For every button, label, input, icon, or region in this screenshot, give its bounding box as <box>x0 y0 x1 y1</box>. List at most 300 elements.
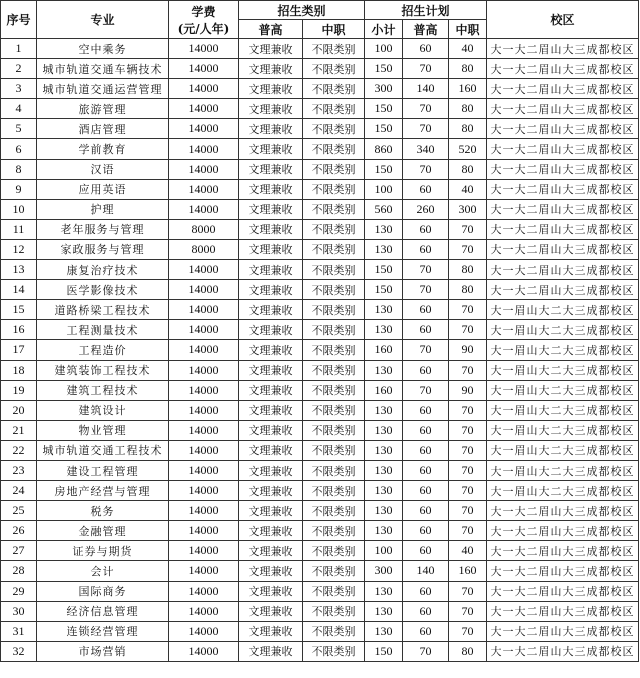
major-cell: 证券与期货 <box>37 541 169 561</box>
seq-cell: 8 <box>1 159 37 179</box>
campus-cell: 大一大二眉山大三成都校区 <box>487 179 639 199</box>
category-general-cell: 文理兼收 <box>239 400 303 420</box>
table-row <box>1 621 639 641</box>
plan-general-cell: 60 <box>403 541 449 561</box>
seq-cell: 28 <box>1 561 37 581</box>
campus-cell: 大一大二眉山大三成都校区 <box>487 99 639 119</box>
header-fee-line2: (元/人年) <box>177 21 230 36</box>
plan-subtotal-cell: 160 <box>365 340 403 360</box>
plan-general-cell: 60 <box>403 320 449 340</box>
table-row <box>1 199 639 219</box>
category-vocational-cell: 不限类别 <box>303 621 365 641</box>
seq-cell: 11 <box>1 219 37 239</box>
major-cell: 家政服务与管理 <box>37 239 169 259</box>
campus-cell: 大一大二眉山大三成都校区 <box>487 39 639 59</box>
category-general-cell: 文理兼收 <box>239 601 303 621</box>
campus-cell: 大一大二眉山大三成都校区 <box>487 601 639 621</box>
table-row <box>1 280 639 300</box>
major-cell: 工程测量技术 <box>37 320 169 340</box>
major-cell: 城市轨道交通运营管理 <box>37 79 169 99</box>
category-general-cell: 文理兼收 <box>239 360 303 380</box>
campus-cell: 大一大二眉山大三成都校区 <box>487 79 639 99</box>
header-cat-general: 普高 <box>239 20 303 39</box>
plan-general-cell: 70 <box>403 59 449 79</box>
table-row <box>1 541 639 561</box>
plan-subtotal-cell: 130 <box>365 601 403 621</box>
campus-cell: 大一大二眉山大三成都校区 <box>487 159 639 179</box>
campus-cell: 大一大二眉山大三成都校区 <box>487 581 639 601</box>
plan-general-cell: 260 <box>403 199 449 219</box>
header-plan-subtotal: 小计 <box>365 20 403 39</box>
major-cell: 房地产经营与管理 <box>37 481 169 501</box>
plan-vocational-cell: 70 <box>449 501 487 521</box>
major-cell: 老年服务与管理 <box>37 219 169 239</box>
plan-general-cell: 70 <box>403 280 449 300</box>
plan-subtotal-cell: 130 <box>365 621 403 641</box>
fee-cell: 14000 <box>169 39 239 59</box>
table-row <box>1 601 639 621</box>
category-vocational-cell: 不限类别 <box>303 260 365 280</box>
major-cell: 物业管理 <box>37 420 169 440</box>
fee-cell: 14000 <box>169 360 239 380</box>
campus-cell: 大一眉山大二大三成都校区 <box>487 400 639 420</box>
plan-vocational-cell: 70 <box>449 219 487 239</box>
major-cell: 建筑工程技术 <box>37 380 169 400</box>
plan-subtotal-cell: 130 <box>365 320 403 340</box>
fee-cell: 14000 <box>169 581 239 601</box>
plan-vocational-cell: 160 <box>449 79 487 99</box>
plan-vocational-cell: 70 <box>449 481 487 501</box>
category-general-cell: 文理兼收 <box>239 179 303 199</box>
campus-cell: 大一大二眉山大三成都校区 <box>487 501 639 521</box>
plan-subtotal-cell: 130 <box>365 581 403 601</box>
fee-cell: 14000 <box>169 159 239 179</box>
category-vocational-cell: 不限类别 <box>303 300 365 320</box>
plan-vocational-cell: 160 <box>449 561 487 581</box>
major-cell: 空中乘务 <box>37 39 169 59</box>
table-row <box>1 159 639 179</box>
header-seq: 序号 <box>1 1 37 39</box>
category-vocational-cell: 不限类别 <box>303 420 365 440</box>
category-vocational-cell: 不限类别 <box>303 199 365 219</box>
plan-subtotal-cell: 150 <box>365 119 403 139</box>
plan-general-cell: 60 <box>403 400 449 420</box>
plan-subtotal-cell: 150 <box>365 280 403 300</box>
seq-cell: 1 <box>1 39 37 59</box>
plan-subtotal-cell: 160 <box>365 380 403 400</box>
seq-cell: 29 <box>1 581 37 601</box>
fee-cell: 14000 <box>169 400 239 420</box>
plan-subtotal-cell: 130 <box>365 440 403 460</box>
category-vocational-cell: 不限类别 <box>303 280 365 300</box>
plan-vocational-cell: 80 <box>449 641 487 661</box>
fee-cell: 14000 <box>169 199 239 219</box>
fee-cell: 14000 <box>169 561 239 581</box>
category-general-cell: 文理兼收 <box>239 119 303 139</box>
plan-subtotal-cell: 560 <box>365 199 403 219</box>
category-general-cell: 文理兼收 <box>239 260 303 280</box>
plan-general-cell: 340 <box>403 139 449 159</box>
fee-cell: 14000 <box>169 481 239 501</box>
plan-vocational-cell: 80 <box>449 99 487 119</box>
category-general-cell: 文理兼收 <box>239 320 303 340</box>
seq-cell: 3 <box>1 79 37 99</box>
category-vocational-cell: 不限类别 <box>303 340 365 360</box>
plan-general-cell: 60 <box>403 179 449 199</box>
fee-cell: 14000 <box>169 79 239 99</box>
major-cell: 会计 <box>37 561 169 581</box>
major-cell: 护理 <box>37 199 169 219</box>
major-cell: 连锁经营管理 <box>37 621 169 641</box>
plan-subtotal-cell: 130 <box>365 300 403 320</box>
category-general-cell: 文理兼收 <box>239 159 303 179</box>
plan-subtotal-cell: 150 <box>365 99 403 119</box>
table-row <box>1 99 639 119</box>
major-cell: 学前教育 <box>37 139 169 159</box>
category-vocational-cell: 不限类别 <box>303 601 365 621</box>
fee-cell: 8000 <box>169 219 239 239</box>
fee-cell: 14000 <box>169 340 239 360</box>
major-cell: 工程造价 <box>37 340 169 360</box>
category-vocational-cell: 不限类别 <box>303 521 365 541</box>
category-vocational-cell: 不限类别 <box>303 481 365 501</box>
fee-cell: 14000 <box>169 119 239 139</box>
plan-vocational-cell: 40 <box>449 179 487 199</box>
category-vocational-cell: 不限类别 <box>303 139 365 159</box>
plan-subtotal-cell: 130 <box>365 360 403 380</box>
table-row <box>1 39 639 59</box>
plan-general-cell: 60 <box>403 420 449 440</box>
seq-cell: 17 <box>1 340 37 360</box>
category-general-cell: 文理兼收 <box>239 501 303 521</box>
category-vocational-cell: 不限类别 <box>303 460 365 480</box>
seq-cell: 14 <box>1 280 37 300</box>
header-campus: 校区 <box>487 1 639 39</box>
plan-subtotal-cell: 130 <box>365 481 403 501</box>
seq-cell: 6 <box>1 139 37 159</box>
table-row <box>1 380 639 400</box>
plan-subtotal-cell: 300 <box>365 79 403 99</box>
campus-cell: 大一眉山大二大三成都校区 <box>487 440 639 460</box>
plan-general-cell: 60 <box>403 621 449 641</box>
plan-vocational-cell: 80 <box>449 260 487 280</box>
category-general-cell: 文理兼收 <box>239 199 303 219</box>
major-cell: 城市轨道交通车辆技术 <box>37 59 169 79</box>
table-header <box>1 1 639 39</box>
fee-cell: 14000 <box>169 541 239 561</box>
category-vocational-cell: 不限类别 <box>303 380 365 400</box>
category-vocational-cell: 不限类别 <box>303 641 365 661</box>
header-category: 招生类别 <box>239 1 365 20</box>
category-general-cell: 文理兼收 <box>239 99 303 119</box>
seq-cell: 31 <box>1 621 37 641</box>
seq-cell: 9 <box>1 179 37 199</box>
fee-cell: 14000 <box>169 380 239 400</box>
fee-cell: 14000 <box>169 280 239 300</box>
category-vocational-cell: 不限类别 <box>303 59 365 79</box>
plan-general-cell: 140 <box>403 79 449 99</box>
plan-general-cell: 60 <box>403 219 449 239</box>
campus-cell: 大一大二眉山大三成都校区 <box>487 199 639 219</box>
plan-vocational-cell: 70 <box>449 601 487 621</box>
campus-cell: 大一大二眉山大三成都校区 <box>487 521 639 541</box>
plan-vocational-cell: 70 <box>449 521 487 541</box>
seq-cell: 13 <box>1 260 37 280</box>
table-row <box>1 340 639 360</box>
table-row <box>1 179 639 199</box>
fee-cell: 14000 <box>169 99 239 119</box>
plan-subtotal-cell: 150 <box>365 59 403 79</box>
plan-vocational-cell: 90 <box>449 380 487 400</box>
table-row <box>1 300 639 320</box>
fee-cell: 14000 <box>169 601 239 621</box>
category-vocational-cell: 不限类别 <box>303 501 365 521</box>
plan-vocational-cell: 70 <box>449 239 487 259</box>
seq-cell: 16 <box>1 320 37 340</box>
category-vocational-cell: 不限类别 <box>303 79 365 99</box>
campus-cell: 大一眉山大二大三成都校区 <box>487 340 639 360</box>
plan-subtotal-cell: 100 <box>365 39 403 59</box>
major-cell: 市场营销 <box>37 641 169 661</box>
table-row <box>1 420 639 440</box>
plan-general-cell: 70 <box>403 641 449 661</box>
plan-general-cell: 140 <box>403 561 449 581</box>
campus-cell: 大一大二眉山大三成都校区 <box>487 260 639 280</box>
plan-subtotal-cell: 860 <box>365 139 403 159</box>
plan-vocational-cell: 80 <box>449 59 487 79</box>
table-body <box>1 39 639 662</box>
plan-general-cell: 60 <box>403 440 449 460</box>
category-general-cell: 文理兼收 <box>239 581 303 601</box>
plan-vocational-cell: 70 <box>449 320 487 340</box>
plan-subtotal-cell: 130 <box>365 460 403 480</box>
fee-cell: 14000 <box>169 320 239 340</box>
plan-vocational-cell: 90 <box>449 340 487 360</box>
campus-cell: 大一大二眉山大三成都校区 <box>487 541 639 561</box>
table-row <box>1 219 639 239</box>
category-vocational-cell: 不限类别 <box>303 360 365 380</box>
seq-cell: 2 <box>1 59 37 79</box>
major-cell: 汉语 <box>37 159 169 179</box>
campus-cell: 大一大二眉山大三成都校区 <box>487 641 639 661</box>
category-general-cell: 文理兼收 <box>239 440 303 460</box>
seq-cell: 25 <box>1 501 37 521</box>
fee-cell: 14000 <box>169 460 239 480</box>
campus-cell: 大一大二眉山大三成都校区 <box>487 561 639 581</box>
major-cell: 建筑装饰工程技术 <box>37 360 169 380</box>
plan-general-cell: 60 <box>403 460 449 480</box>
plan-general-cell: 60 <box>403 501 449 521</box>
plan-vocational-cell: 70 <box>449 440 487 460</box>
plan-subtotal-cell: 130 <box>365 239 403 259</box>
plan-general-cell: 70 <box>403 99 449 119</box>
category-general-cell: 文理兼收 <box>239 481 303 501</box>
plan-subtotal-cell: 100 <box>365 179 403 199</box>
campus-cell: 大一大二眉山大三成都校区 <box>487 621 639 641</box>
category-vocational-cell: 不限类别 <box>303 159 365 179</box>
plan-subtotal-cell: 130 <box>365 521 403 541</box>
category-general-cell: 文理兼收 <box>239 541 303 561</box>
major-cell: 城市轨道交通工程技术 <box>37 440 169 460</box>
plan-general-cell: 60 <box>403 360 449 380</box>
category-vocational-cell: 不限类别 <box>303 39 365 59</box>
plan-vocational-cell: 80 <box>449 119 487 139</box>
table-row <box>1 641 639 661</box>
plan-general-cell: 70 <box>403 340 449 360</box>
plan-vocational-cell: 300 <box>449 199 487 219</box>
plan-general-cell: 60 <box>403 300 449 320</box>
seq-cell: 15 <box>1 300 37 320</box>
plan-general-cell: 60 <box>403 481 449 501</box>
category-general-cell: 文理兼收 <box>239 420 303 440</box>
campus-cell: 大一大二眉山大三成都校区 <box>487 119 639 139</box>
header-fee-line1: 学费 <box>191 4 216 19</box>
table-row <box>1 260 639 280</box>
major-cell: 旅游管理 <box>37 99 169 119</box>
plan-vocational-cell: 40 <box>449 39 487 59</box>
major-cell: 医学影像技术 <box>37 280 169 300</box>
campus-cell: 大一眉山大二大三成都校区 <box>487 380 639 400</box>
plan-subtotal-cell: 300 <box>365 561 403 581</box>
plan-vocational-cell: 40 <box>449 541 487 561</box>
plan-subtotal-cell: 150 <box>365 260 403 280</box>
seq-cell: 4 <box>1 99 37 119</box>
fee-cell: 14000 <box>169 59 239 79</box>
campus-cell: 大一眉山大二大三成都校区 <box>487 420 639 440</box>
fee-cell: 14000 <box>169 139 239 159</box>
table-row <box>1 521 639 541</box>
table-row <box>1 481 639 501</box>
fee-cell: 14000 <box>169 420 239 440</box>
category-vocational-cell: 不限类别 <box>303 561 365 581</box>
plan-general-cell: 60 <box>403 239 449 259</box>
fee-cell: 14000 <box>169 501 239 521</box>
category-general-cell: 文理兼收 <box>239 340 303 360</box>
major-cell: 经济信息管理 <box>37 601 169 621</box>
campus-cell: 大一大二眉山大三成都校区 <box>487 280 639 300</box>
category-general-cell: 文理兼收 <box>239 79 303 99</box>
seq-cell: 21 <box>1 420 37 440</box>
seq-cell: 5 <box>1 119 37 139</box>
seq-cell: 10 <box>1 199 37 219</box>
table-row <box>1 460 639 480</box>
major-cell: 酒店管理 <box>37 119 169 139</box>
category-general-cell: 文理兼收 <box>239 621 303 641</box>
header-fee <box>169 1 239 39</box>
category-general-cell: 文理兼收 <box>239 239 303 259</box>
seq-cell: 23 <box>1 460 37 480</box>
header-plan-vocational: 中职 <box>449 20 487 39</box>
plan-vocational-cell: 70 <box>449 581 487 601</box>
plan-vocational-cell: 80 <box>449 159 487 179</box>
fee-cell: 14000 <box>169 440 239 460</box>
category-general-cell: 文理兼收 <box>239 460 303 480</box>
campus-cell: 大一大二眉山大三成都校区 <box>487 59 639 79</box>
category-general-cell: 文理兼收 <box>239 139 303 159</box>
fee-cell: 14000 <box>169 621 239 641</box>
plan-general-cell: 60 <box>403 39 449 59</box>
fee-cell: 14000 <box>169 641 239 661</box>
plan-vocational-cell: 70 <box>449 300 487 320</box>
category-general-cell: 文理兼收 <box>239 59 303 79</box>
seq-cell: 27 <box>1 541 37 561</box>
seq-cell: 19 <box>1 380 37 400</box>
table-row <box>1 561 639 581</box>
plan-general-cell: 60 <box>403 581 449 601</box>
seq-cell: 32 <box>1 641 37 661</box>
category-general-cell: 文理兼收 <box>239 300 303 320</box>
category-general-cell: 文理兼收 <box>239 521 303 541</box>
category-vocational-cell: 不限类别 <box>303 239 365 259</box>
campus-cell: 大一眉山大二大三成都校区 <box>487 360 639 380</box>
campus-cell: 大一眉山大二大三成都校区 <box>487 481 639 501</box>
header-plan: 招生计划 <box>365 1 487 20</box>
plan-subtotal-cell: 130 <box>365 420 403 440</box>
plan-vocational-cell: 70 <box>449 460 487 480</box>
fee-cell: 8000 <box>169 239 239 259</box>
major-cell: 国际商务 <box>37 581 169 601</box>
plan-general-cell: 70 <box>403 260 449 280</box>
campus-cell: 大一大二眉山大三成都校区 <box>487 219 639 239</box>
category-general-cell: 文理兼收 <box>239 641 303 661</box>
fee-cell: 14000 <box>169 179 239 199</box>
table-row <box>1 79 639 99</box>
plan-subtotal-cell: 100 <box>365 541 403 561</box>
plan-general-cell: 70 <box>403 380 449 400</box>
table-row <box>1 581 639 601</box>
plan-vocational-cell: 70 <box>449 420 487 440</box>
seq-cell: 12 <box>1 239 37 259</box>
major-cell: 金融管理 <box>37 521 169 541</box>
campus-cell: 大一眉山大二大三成都校区 <box>487 320 639 340</box>
plan-vocational-cell: 70 <box>449 400 487 420</box>
category-general-cell: 文理兼收 <box>239 280 303 300</box>
major-cell: 应用英语 <box>37 179 169 199</box>
table-row <box>1 59 639 79</box>
plan-vocational-cell: 520 <box>449 139 487 159</box>
seq-cell: 20 <box>1 400 37 420</box>
table-row <box>1 400 639 420</box>
table-row <box>1 440 639 460</box>
table-row <box>1 501 639 521</box>
table-row <box>1 119 639 139</box>
category-vocational-cell: 不限类别 <box>303 119 365 139</box>
plan-subtotal-cell: 150 <box>365 159 403 179</box>
fee-cell: 14000 <box>169 260 239 280</box>
category-general-cell: 文理兼收 <box>239 380 303 400</box>
fee-cell: 14000 <box>169 300 239 320</box>
category-vocational-cell: 不限类别 <box>303 440 365 460</box>
plan-subtotal-cell: 130 <box>365 400 403 420</box>
category-vocational-cell: 不限类别 <box>303 179 365 199</box>
plan-vocational-cell: 70 <box>449 360 487 380</box>
plan-subtotal-cell: 130 <box>365 219 403 239</box>
category-general-cell: 文理兼收 <box>239 39 303 59</box>
category-general-cell: 文理兼收 <box>239 561 303 581</box>
category-general-cell: 文理兼收 <box>239 219 303 239</box>
table-row <box>1 239 639 259</box>
header-cat-vocational: 中职 <box>303 20 365 39</box>
category-vocational-cell: 不限类别 <box>303 581 365 601</box>
plan-vocational-cell: 70 <box>449 621 487 641</box>
campus-cell: 大一大二眉山大三成都校区 <box>487 239 639 259</box>
category-vocational-cell: 不限类别 <box>303 99 365 119</box>
seq-cell: 26 <box>1 521 37 541</box>
plan-subtotal-cell: 130 <box>365 501 403 521</box>
category-vocational-cell: 不限类别 <box>303 400 365 420</box>
table-row <box>1 360 639 380</box>
plan-general-cell: 60 <box>403 601 449 621</box>
